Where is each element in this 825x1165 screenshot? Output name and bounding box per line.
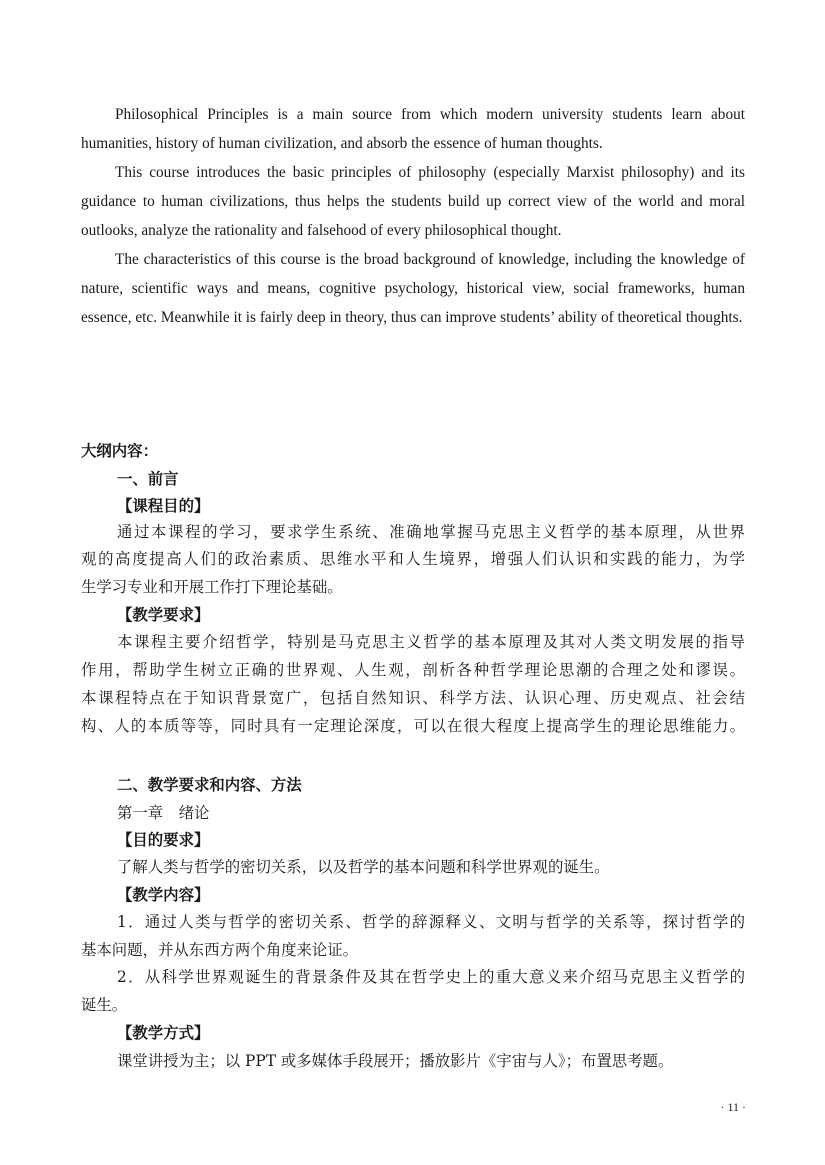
requirements-heading: 【教学要求】 [117, 606, 210, 624]
content-heading: 【教学内容】 [117, 886, 210, 904]
page-number: · 11 · [720, 1100, 746, 1114]
requirements-line: 本课程特点在于知识背景宽广，包括自然知识、科学方法、认识心理、历史观点、社会结 [81, 689, 745, 707]
english-introduction [81, 100, 745, 332]
requirements-line: 本课程主要介绍哲学，特别是马克思主义哲学的基本原理及其对人类文明发展的指导 [117, 633, 745, 651]
method-heading: 【教学方式】 [117, 1024, 210, 1042]
content-line: 1．通过人类与哲学的密切关系、哲学的辞源释义、文明与哲学的关系等，探讨哲学的 [117, 913, 745, 931]
method-line: 课堂讲授为主；以 PPT 或多媒体手段展开；播放影片《宇宙与人》；布置思考题。 [117, 1052, 674, 1070]
purpose-line: 生学习专业和开展工作打下理论基础。 [81, 578, 343, 596]
content-line: 2．从科学世界观诞生的背景条件及其在哲学史上的重大意义来介绍马克思主义哲学的 [117, 968, 745, 986]
purpose-line: 通过本课程的学习，要求学生系统、准确地掌握马克思主义哲学的基本原理，从世界 [117, 523, 745, 541]
intro-paragraph: Philosophical Principles is a main source from which modern university students learn about humanities, history of human civilization, and absorb the essence of human thoughts. [81, 106, 745, 152]
intro-paragraph: The characteristics of this course is the broad background of knowledge, including the knowledge of nature, scientific ways and means, cognitive psychology, historical view, social frameworks, human essence, etc. Meanwhile it is fairly deep in theory, thus can improve students’ ability of theoretical thoughts. [81, 251, 745, 326]
content-line: 基本问题，并从东西方两个角度来论证。 [81, 941, 359, 959]
section1-title: 一、前言 [117, 470, 179, 488]
outline-heading: 大纲内容： [81, 442, 158, 460]
purpose-heading: 【课程目的】 [117, 497, 210, 515]
content-line: 诞生。 [81, 996, 128, 1014]
goal-line: 了解人类与哲学的密切关系，以及哲学的基本问题和科学世界观的诞生。 [117, 858, 610, 876]
goal-heading: 【目的要求】 [117, 831, 210, 849]
requirements-line: 构、人的本质等等，同时具有一定理论深度，可以在很大程度上提高学生的理论思维能力。 [81, 717, 745, 735]
requirements-line: 作用，帮助学生树立正确的世界观、人生观，剖析各种哲学理论思潮的合理之处和谬误。 [81, 661, 745, 679]
chapter-title: 第一章 绪论 [117, 804, 210, 822]
purpose-line: 观的高度提高人们的政治素质、思维水平和人生境界，增强人们认识和实践的能力，为学 [81, 550, 745, 568]
intro-paragraph: This course introduces the basic principles of philosophy (especially Marxist philosophy) and its guidance to human civilizations, thus helps the students build up correct view of the world and moral outlooks, analyze the rationality and falsehood of every philosophical thought. [81, 164, 745, 239]
section2-title: 二、教学要求和内容、方法 [117, 776, 302, 794]
